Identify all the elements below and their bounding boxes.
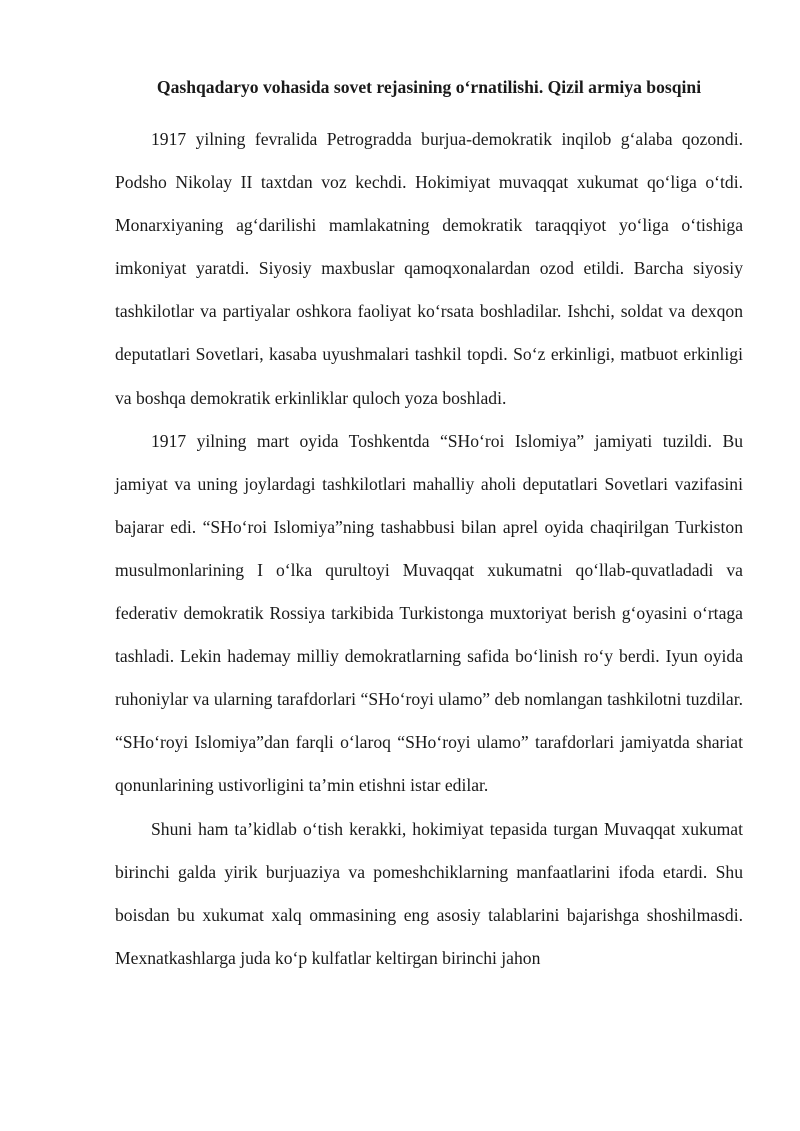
document-title: Qashqadaryo vohasida sovet rejasining o‘rnatilishi. Qizil armiya bosqini [156, 77, 702, 97]
paragraph-3: Shuni ham ta’kidlab o‘tish kerakki, hokimiyat tepasida turgan Muvaqqat xukumat birinchi galda yirik burjuaziya va pomeshchiklarning manfaatlarini ifoda etardi. Shu boisdan bu xukumat xalq ommasining eng asosiy talablarini bajarishga shoshilmasdi. Mexnatkashlarga juda ko‘p kulfatlar keltirgan birinchi jahon [115, 818, 743, 968]
paragraph-1: 1917 yilning fevralida Petrogradda burjua-demokratik inqilob g‘alaba qozondi. Podsho Nikolay II taxtdan voz kechdi. Hokimiyat muvaqqat xukumat qo‘liga o‘tdi. Monarxiyaning ag‘darilishi mamlakatning demokratik taraqqiyot yo‘liga o‘tishiga imkoniyat yaratdi. Siyosiy maxbuslar qamoqxonalardan ozod etildi. Barcha siyosiy tashkilotlar va partiyalar oshkora faoliyat ko‘rsata boshladilar. Ishchi, soldat va dexqon deputatlari Sovetlari, kasaba uyushmalari tashkil topdi. So‘z erkinligi, matbuot erkinligi va boshqa demokratik erkinliklar quloch yoza boshladi. [115, 129, 743, 408]
paragraph-2: 1917 yilning mart oyida Toshkentda “SHo‘roi Islomiya” jamiyati tuzildi. Bu jamiyat va uning joylardagi tashkilotlari mahalliy aholi deputatlari Sovetlari vazifasini bajarar edi. “SHo‘roi Islomiya”ning tashabbusi bilan aprel oyida chaqirilgan Turkiston musulmonlarining I o‘lka qurultoyi Muvaqqat xukumatni qo‘llab-quvatladadi va federativ demokratik Rossiya tarkibida Turkistonga muxtoriyat berish g‘oyasini o‘rtaga tashladi. Lekin hademay milliy demokratlarning safida bo‘linish ro‘y berdi. Iyun oyida ruhoniylar va ularning tarafdorlari “SHo‘royi ulamo” deb nomlangan tashkilotni tuzdilar. “SHo‘royi Islomiya”dan farqli o‘laroq “SHo‘royi ulamo” tarafdorlari jamiyatda shariat qonunlarining ustivorligini ta’min etishni istar edilar. [115, 430, 743, 796]
document-body [115, 76, 743, 980]
